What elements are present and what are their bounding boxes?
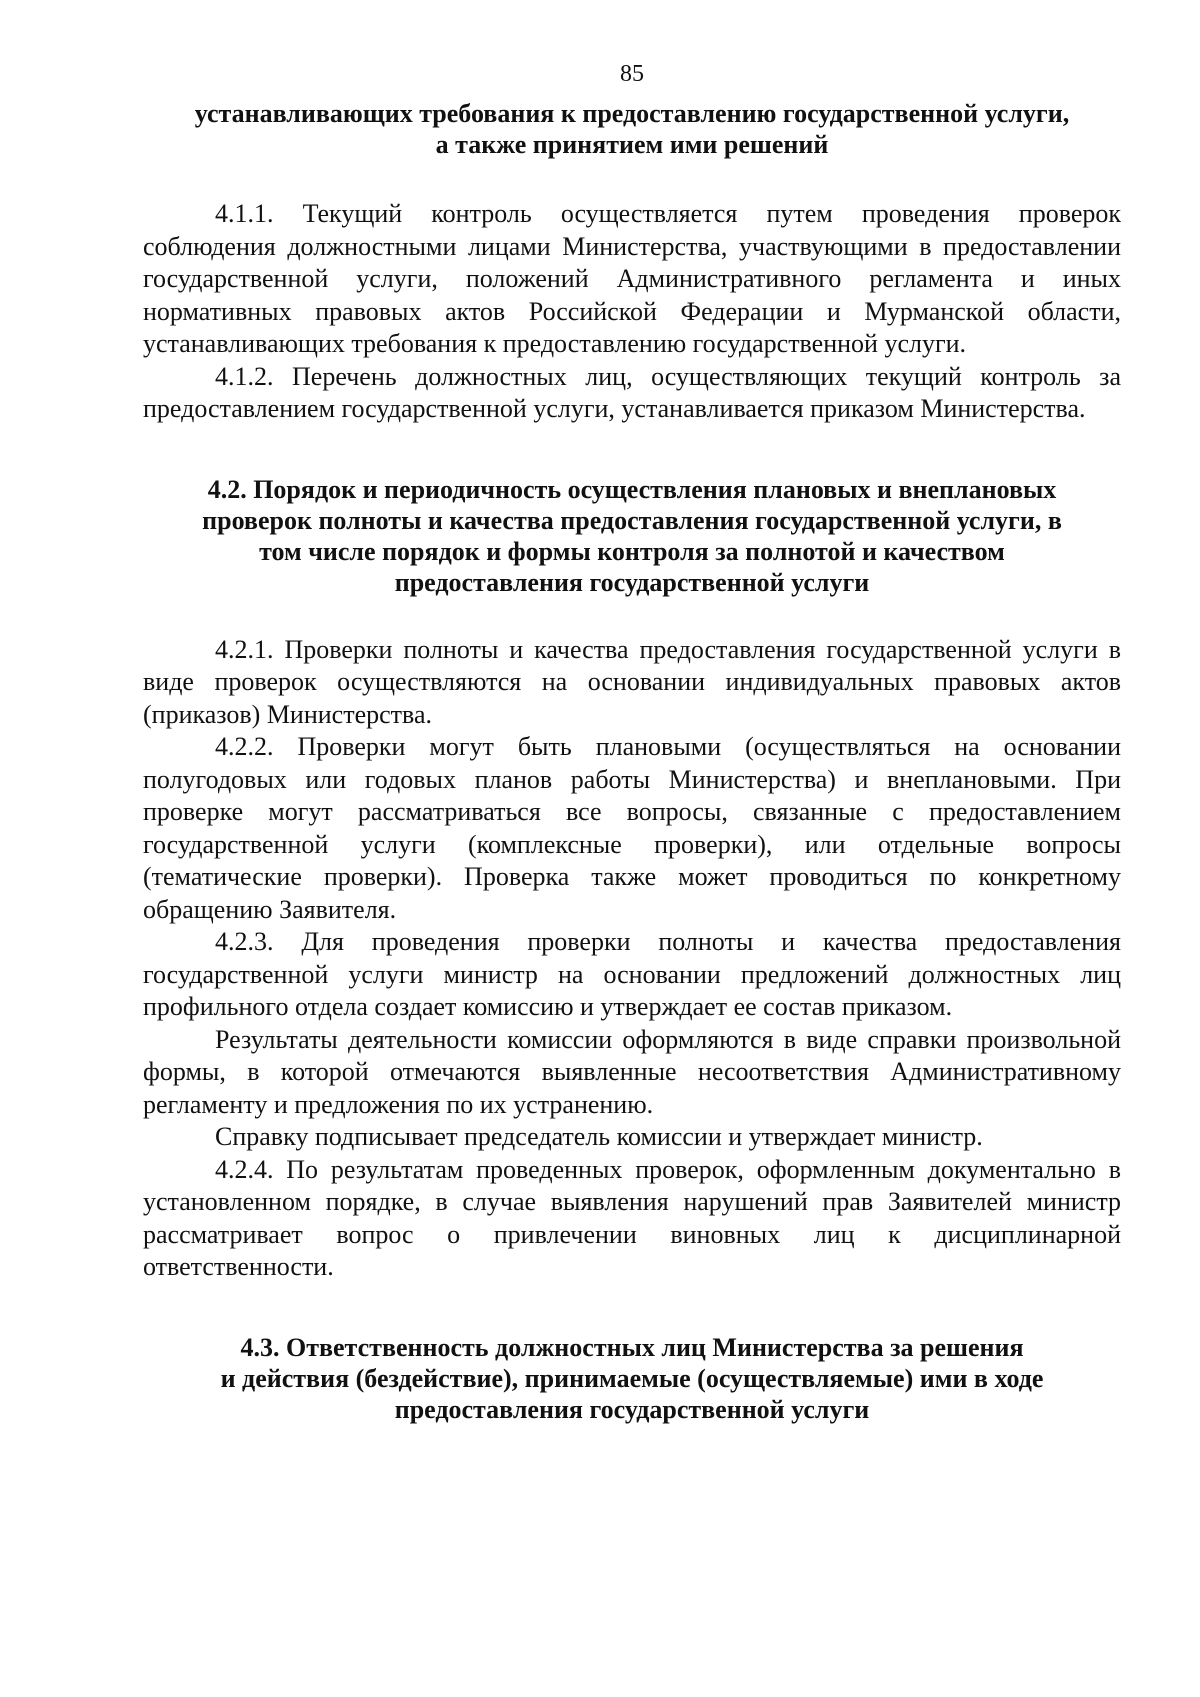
heading-line: а также принятием ими решений xyxy=(435,130,829,159)
heading-line: устанавливающих требования к предоставлению государственной услуги, xyxy=(194,99,1070,128)
section-heading-continued xyxy=(143,98,1121,160)
section-heading-4-2 xyxy=(143,474,1121,598)
paragraph-4-2-2: 4.2.2. Проверки могут быть плановыми (осуществляться на основании полугодовых или годовых планов работы Министерства) и внеплановыми. При проверке могут рассматриваться все вопросы, связанные с предоставлением государственной услуги (комплексные проверки), или отдельные вопросы (тематические проверки). Проверка также может проводиться по конкретному обращению Заявителя. xyxy=(143,732,1121,924)
heading-line: и действия (бездействие), принимаемые (осуществляемые) ими в ходе xyxy=(220,1363,1044,1393)
section-heading-4-3 xyxy=(143,1332,1121,1425)
heading-line: том числе порядок и формы контроля за полнотой и качеством xyxy=(259,536,1005,566)
heading-line: предоставления государственной услуги xyxy=(394,567,870,597)
heading-line: предоставления государственной услуги xyxy=(394,1394,870,1424)
heading-line: 4.3. Ответственность должностных лиц Министерства за решения xyxy=(240,1332,1024,1362)
paragraph-4-2-3: 4.2.3. Для проведения проверки полноты и качества предоставления государственной услуги министр на основании предложений должностных лиц профильного отдела создает комиссию и утверждает ее состав приказом. xyxy=(143,927,1121,1021)
paragraph-results: Результаты деятельности комиссии оформляются в виде справки произвольной формы, в которой отмечаются выявленные несоответствия Административному регламенту и предложения по их устранению. xyxy=(143,1024,1121,1119)
paragraph-4-1-2: 4.1.2. Перечень должностных лиц, осуществляющих текущий контроль за предоставлением государственной услуги, устанавливается приказом Министерства. xyxy=(143,361,1121,423)
paragraph-4-2-1: 4.2.1. Проверки полноты и качества предоставления государственной услуги в виде проверок осуществляются на основании индивидуальных правовых актов (приказов) Министерства. xyxy=(143,634,1121,729)
heading-line: 4.2. Порядок и периодичность осуществления плановых и внеплановых xyxy=(207,474,1057,504)
paragraph-4-2-4: 4.2.4. По результатам проведенных проверок, оформленным документально в установленном порядке, в случае выявления нарушений прав Заявителей министр рассматривает вопрос о привлечении виновных лиц к дисциплинарной ответственности. xyxy=(143,1154,1121,1281)
heading-line: проверок полноты и качества предоставления государственной услуги, в xyxy=(202,505,1062,535)
paragraph-4-1-1: 4.1.1. Текущий контроль осуществляется путем проведения проверок соблюдения должностными лицами Министерства, участвующими в предоставлении государственной услуги, положений Административного регламента и иных нормативных правовых актов Российской Федерации и Мурманской области, устанавливающих требования к предоставлению государственной услуги. xyxy=(143,199,1121,358)
document-page xyxy=(143,60,1121,1461)
page-number: 85 xyxy=(620,61,644,87)
paragraph-certificate: Справку подписывает председатель комиссии и утверждает министр. xyxy=(215,1122,983,1151)
